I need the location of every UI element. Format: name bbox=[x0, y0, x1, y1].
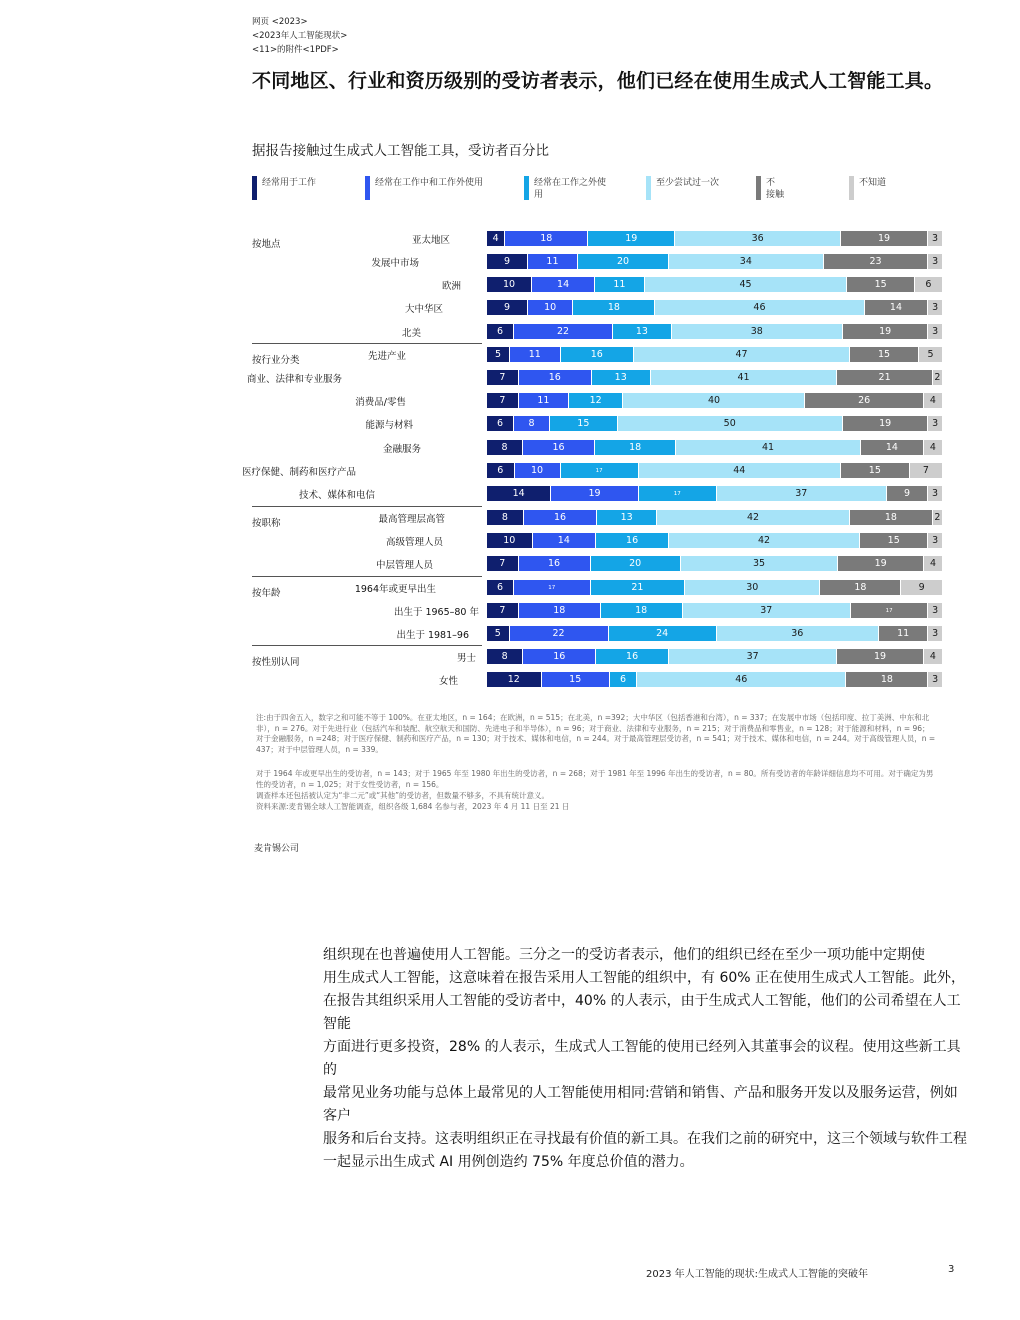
chart-note: 注:由于四舍五入，数字之和可能不等于 100%。在亚太地区，n = 164；在欧洲，n = 515；在北美，n =392；大中华区（包括香港和台湾），n = 337；在发展中市场（包括印度、拉丁美洲、中东和北非），n = 276。对于先进行业（包括汽车和装配、航空航天和国防、先进电子和半导体），n = 96；对于商业、法律和专业服务，n = 215；对于消费品和零售业，n = 128；对于能源和材料，n = 96；对于金融服务，n =248；对于医疗保健、制药和医疗产品，n = 130；对于技术、媒体和电信，n = 244。对于最高管理层受访者，n = 541；对于技术、媒体和电信，n = 244。对于高级管理人员，n = 437；对于中层管理人员，n = 339。 bbox=[256, 713, 936, 754]
stacked-bar bbox=[487, 626, 942, 641]
bar-segment: 21 bbox=[591, 580, 686, 595]
legend-swatch bbox=[524, 176, 529, 200]
bar-segment: 37 bbox=[683, 603, 851, 618]
bar-segment: 11 bbox=[519, 393, 569, 408]
bar-segment: 11 bbox=[510, 347, 561, 362]
bar-segment: 15 bbox=[847, 277, 915, 292]
bar-segment: 12 bbox=[487, 672, 542, 687]
row-label: 中层管理人员 bbox=[375, 560, 433, 571]
bar-segment: 18 bbox=[820, 580, 901, 595]
bar-segment: 4 bbox=[924, 556, 942, 571]
row-label: 能源与材料 bbox=[365, 420, 413, 431]
bar-segment: 8 bbox=[487, 440, 523, 455]
bar-segment: 17 bbox=[514, 580, 591, 595]
bar-segment: 9 bbox=[487, 254, 528, 269]
body-line: 一起显示出生成式 AI 用例创造约 75% 年度总价值的潜力。 bbox=[323, 1154, 694, 1170]
row-label: 北美 bbox=[401, 328, 421, 339]
legend-label: 不 接触 bbox=[766, 178, 785, 200]
bar-segment: 17 bbox=[561, 463, 639, 478]
bar-segment: 14 bbox=[861, 440, 924, 455]
chart-note: 对于 1964 年或更早出生的受访者，n = 143；对于 1965 年至 1980 年出生的受访者，n = 268；对于 1981 年至 1996 年出生的受访者，n = 80。所有受访者的年龄详细信息均不可用。对于确定为男性的受访者，n = 1,025；对于女性受访者，n = 156。 bbox=[256, 769, 934, 789]
bar-segment: 8 bbox=[487, 649, 523, 664]
group-label: 按行业分类 bbox=[252, 355, 300, 366]
row-label: 医疗保健、制药和医疗产品 bbox=[241, 467, 356, 478]
bar-segment: 26 bbox=[805, 393, 923, 408]
bar-segment: 20 bbox=[591, 556, 681, 571]
bar-segment: 40 bbox=[623, 393, 805, 408]
bar-segment: 14 bbox=[532, 277, 595, 292]
stacked-bar bbox=[487, 556, 942, 571]
bar-segment: 46 bbox=[655, 300, 864, 315]
legend-swatch bbox=[646, 176, 651, 200]
bar-segment: 8 bbox=[514, 416, 550, 431]
bar-segment: 15 bbox=[550, 416, 618, 431]
bar-segment: 6 bbox=[487, 463, 515, 478]
bar-segment: 19 bbox=[837, 649, 923, 664]
bar-segment: 7 bbox=[487, 393, 519, 408]
bar-segment: 19 bbox=[843, 324, 929, 339]
stacked-bar bbox=[487, 440, 942, 455]
bar-segment: 14 bbox=[533, 533, 597, 548]
bar-segment: 16 bbox=[524, 510, 598, 525]
stacked-bar bbox=[487, 580, 942, 595]
bar-segment: 3 bbox=[928, 486, 942, 501]
bar-segment: 14 bbox=[487, 486, 551, 501]
bar-segment: 6 bbox=[915, 277, 942, 292]
bar-segment: 3 bbox=[928, 603, 942, 618]
bar-segment: 13 bbox=[592, 370, 651, 385]
bar-segment: 42 bbox=[657, 510, 850, 525]
bar-segment: 4 bbox=[924, 440, 942, 455]
stacked-bar bbox=[487, 370, 942, 385]
bar-segment: 5 bbox=[919, 347, 942, 362]
row-label: 先进产业 bbox=[367, 351, 406, 362]
body-line: 用生成式人工智能，这意味着在报告采用人工智能的组织中，有 60% 正在使用生成式人工智能。此外， bbox=[323, 970, 966, 986]
stacked-bar bbox=[487, 231, 942, 246]
footer-report-title: 2023 年人工智能的现状:生成式人工智能的突破年 bbox=[646, 1269, 868, 1280]
bar-segment: 3 bbox=[928, 324, 942, 339]
bar-segment: 9 bbox=[901, 580, 942, 595]
row-label: 1964年或更早出生 bbox=[354, 584, 436, 595]
body-line: 组织现在也普遍使用人工智能。三分之一的受访者表示，他们的组织已经在至少一项功能中定期使 bbox=[323, 947, 925, 963]
bar-segment: 15 bbox=[850, 347, 919, 362]
row-label: 最高管理层高管 bbox=[378, 514, 445, 525]
bar-segment: 3 bbox=[928, 231, 942, 246]
bar-segment: 42 bbox=[669, 533, 860, 548]
breadcrumb-item[interactable]: <2023年人工智能现状> bbox=[252, 31, 348, 41]
stacked-bar bbox=[487, 416, 942, 431]
bar-segment: 44 bbox=[639, 463, 841, 478]
stacked-bar bbox=[487, 463, 942, 478]
bar-segment: 3 bbox=[928, 672, 942, 687]
bar-segment: 16 bbox=[523, 440, 595, 455]
legend-label: 至少尝试过一次 bbox=[656, 178, 720, 188]
chart-source: 资料来源:麦肯锡全球人工智能调查，组织各级 1,684 名参与者，2023 年 4 月 11 日至 21 日 bbox=[256, 802, 570, 811]
legend-item bbox=[849, 176, 909, 202]
legend-item bbox=[252, 176, 352, 202]
stacked-bar bbox=[487, 672, 942, 687]
legend-label: 经常在工作中和工作外使用 bbox=[375, 178, 484, 188]
body-line: 最常见业务功能与总体上最常见的人工智能使用相同:营销和销售、产品和服务开发以及服务运营，例如客户 bbox=[323, 1085, 958, 1124]
bar-segment: 15 bbox=[542, 672, 610, 687]
row-label: 消费品/零售 bbox=[355, 397, 406, 408]
bar-segment: 19 bbox=[838, 556, 924, 571]
bar-segment: 7 bbox=[487, 556, 519, 571]
bar-segment: 41 bbox=[651, 370, 838, 385]
bar-segment: 22 bbox=[510, 626, 609, 641]
group-divider bbox=[252, 645, 482, 646]
bar-segment: 45 bbox=[645, 277, 848, 292]
bar-segment: 16 bbox=[561, 347, 635, 362]
bar-segment: 5 bbox=[487, 626, 510, 641]
bar-segment: 36 bbox=[675, 231, 840, 246]
bar-segment: 3 bbox=[928, 416, 942, 431]
page-number: 3 bbox=[948, 1264, 955, 1275]
bar-segment: 10 bbox=[487, 277, 532, 292]
bar-segment: 3 bbox=[928, 626, 942, 641]
group-label: 按地点 bbox=[252, 239, 281, 250]
bar-segment: 18 bbox=[595, 440, 676, 455]
bar-segment: 6 bbox=[610, 672, 637, 687]
bar-segment: 37 bbox=[717, 486, 887, 501]
bar-segment: 20 bbox=[578, 254, 669, 269]
group-divider bbox=[252, 576, 482, 577]
bar-segment: 3 bbox=[928, 533, 942, 548]
bar-segment: 15 bbox=[860, 533, 928, 548]
row-label: 出生于 1965–80 年 bbox=[393, 607, 479, 618]
bar-segment: 12 bbox=[569, 393, 624, 408]
stacked-bar bbox=[487, 510, 942, 525]
bar-segment: 11 bbox=[595, 277, 645, 292]
legend-item bbox=[756, 176, 816, 202]
bar-segment: 19 bbox=[588, 231, 675, 246]
stacked-bar bbox=[487, 533, 942, 548]
bar-segment: 3 bbox=[928, 254, 942, 269]
bar-segment: 50 bbox=[618, 416, 843, 431]
bar-segment: 2 bbox=[934, 372, 941, 383]
bar-segment: 7 bbox=[910, 463, 942, 478]
legend-item bbox=[365, 176, 510, 202]
row-label: 女性 bbox=[438, 676, 458, 687]
row-label: 高级管理人员 bbox=[385, 537, 443, 548]
bar-segment: 18 bbox=[519, 603, 601, 618]
bar-segment: 41 bbox=[676, 440, 861, 455]
bar-segment: 6 bbox=[487, 580, 514, 595]
chart-title: 据报告接触过生成式人工智能工具，受访者百分比 bbox=[252, 143, 549, 159]
bar-segment: 23 bbox=[824, 254, 929, 269]
bar-segment: 15 bbox=[841, 463, 910, 478]
stacked-bar bbox=[487, 277, 942, 292]
bar-segment: 34 bbox=[669, 254, 824, 269]
bar-segment: 7 bbox=[487, 370, 519, 385]
bar-segment: 24 bbox=[609, 626, 717, 641]
stacked-bar bbox=[487, 393, 942, 408]
bar-segment: 19 bbox=[841, 231, 928, 246]
bar-segment: 10 bbox=[528, 300, 574, 315]
bar-segment: 16 bbox=[519, 556, 591, 571]
row-label: 技术、媒体和电信 bbox=[298, 490, 375, 501]
row-label: 商业、法律和专业服务 bbox=[246, 374, 342, 385]
stacked-bar bbox=[487, 486, 942, 501]
bar-segment: 2 bbox=[934, 512, 941, 523]
stacked-bar bbox=[487, 649, 942, 664]
bar-segment: 19 bbox=[551, 486, 638, 501]
bar-segment: 38 bbox=[672, 324, 843, 339]
row-label: 金融服务 bbox=[382, 444, 421, 455]
bar-segment: 16 bbox=[523, 649, 596, 664]
bar-segment: 18 bbox=[573, 300, 655, 315]
bar-segment: 4 bbox=[924, 649, 942, 664]
body-line: 在报告其组织采用人工智能的受访者中，40% 的人表示，由于生成式人工智能，他们的公司希望在人工智能 bbox=[323, 993, 961, 1032]
row-label: 出生于 1981–96 bbox=[396, 630, 469, 641]
legend-label: 不知道 bbox=[859, 178, 887, 188]
bar-segment: 3 bbox=[928, 300, 942, 315]
page-headline: 不同地区、行业和资历级别的受访者表示，他们已经在使用生成式人工智能工具。 bbox=[252, 70, 944, 92]
bar-segment: 10 bbox=[515, 463, 561, 478]
body-paragraph bbox=[323, 944, 968, 1174]
row-label: 男士 bbox=[456, 653, 476, 664]
bar-segment: 16 bbox=[596, 649, 669, 664]
bar-segment: 37 bbox=[669, 649, 837, 664]
stacked-bar bbox=[487, 603, 942, 618]
bar-segment: 16 bbox=[596, 533, 669, 548]
company-name: 麦肯锡公司 bbox=[254, 844, 300, 854]
bar-segment: 18 bbox=[601, 603, 683, 618]
bar-segment: 46 bbox=[637, 672, 846, 687]
bar-segment: 18 bbox=[850, 510, 933, 525]
bar-segment: 9 bbox=[487, 300, 528, 315]
bar-segment: 11 bbox=[879, 626, 929, 641]
stacked-bar bbox=[487, 254, 942, 269]
stacked-bar bbox=[487, 347, 942, 362]
legend-swatch bbox=[849, 176, 854, 200]
group-label: 按职称 bbox=[252, 518, 281, 529]
stacked-bar bbox=[487, 300, 942, 315]
group-label: 按性别认同 bbox=[252, 657, 300, 668]
bar-segment: 7 bbox=[487, 603, 519, 618]
legend-label: 经常用于工作 bbox=[262, 178, 317, 188]
bar-segment: 17 bbox=[639, 486, 717, 501]
bar-segment: 4 bbox=[924, 393, 942, 408]
legend-label: 经常在工作之外使 用 bbox=[534, 178, 607, 200]
group-divider bbox=[252, 343, 482, 344]
group-label: 按年龄 bbox=[252, 588, 281, 599]
bar-segment: 17 bbox=[851, 603, 928, 618]
bar-segment: 36 bbox=[717, 626, 879, 641]
legend-swatch bbox=[365, 176, 370, 200]
row-label: 大中华区 bbox=[404, 304, 443, 315]
breadcrumb-item[interactable]: <11>的附件<1PDF> bbox=[252, 45, 339, 55]
bar-segment: 30 bbox=[685, 580, 820, 595]
group-divider bbox=[252, 506, 482, 507]
bar-segment: 11 bbox=[528, 254, 578, 269]
bar-segment: 13 bbox=[613, 324, 672, 339]
bar-segment: 8 bbox=[487, 510, 524, 525]
bar-segment: 14 bbox=[865, 300, 929, 315]
bar-segment: 22 bbox=[514, 324, 613, 339]
bar-segment: 21 bbox=[837, 370, 933, 385]
legend-swatch bbox=[756, 176, 761, 200]
bar-segment: 4 bbox=[487, 231, 505, 246]
bar-segment: 5 bbox=[487, 347, 510, 362]
row-label: 欧洲 bbox=[441, 281, 461, 292]
bar-segment: 6 bbox=[487, 416, 514, 431]
bar-segment: 18 bbox=[846, 672, 928, 687]
body-line: 方面进行更多投资，28% 的人表示，生成式人工智能的使用已经列入其董事会的议程。使用这些新工具的 bbox=[323, 1039, 961, 1078]
chart-note: 调查样本还包括被认定为“非二元”或“其他”的受访者，但数量不够多，不具有统计意义。 bbox=[256, 791, 550, 800]
bar-segment: 47 bbox=[634, 347, 850, 362]
legend-item bbox=[524, 176, 624, 202]
legend-swatch bbox=[252, 176, 257, 200]
bar-segment: 10 bbox=[487, 533, 533, 548]
bar-segment: 19 bbox=[843, 416, 929, 431]
bar-segment: 35 bbox=[681, 556, 839, 571]
row-label: 发展中市场 bbox=[371, 258, 419, 269]
bar-segment: 9 bbox=[887, 486, 928, 501]
row-label: 亚太地区 bbox=[411, 235, 450, 246]
legend-item bbox=[646, 176, 746, 202]
bar-segment: 18 bbox=[505, 231, 588, 246]
bar-segment: 13 bbox=[597, 510, 657, 525]
breadcrumb-item[interactable]: 网页 <2023> bbox=[252, 17, 308, 27]
body-line: 服务和后台支持。这表明组织正在寻找最有价值的新工具。在我们之前的研究中，这三个领域与软件工程 bbox=[323, 1131, 967, 1147]
stacked-bar bbox=[487, 324, 942, 339]
bar-segment: 16 bbox=[519, 370, 592, 385]
bar-segment: 6 bbox=[487, 324, 514, 339]
